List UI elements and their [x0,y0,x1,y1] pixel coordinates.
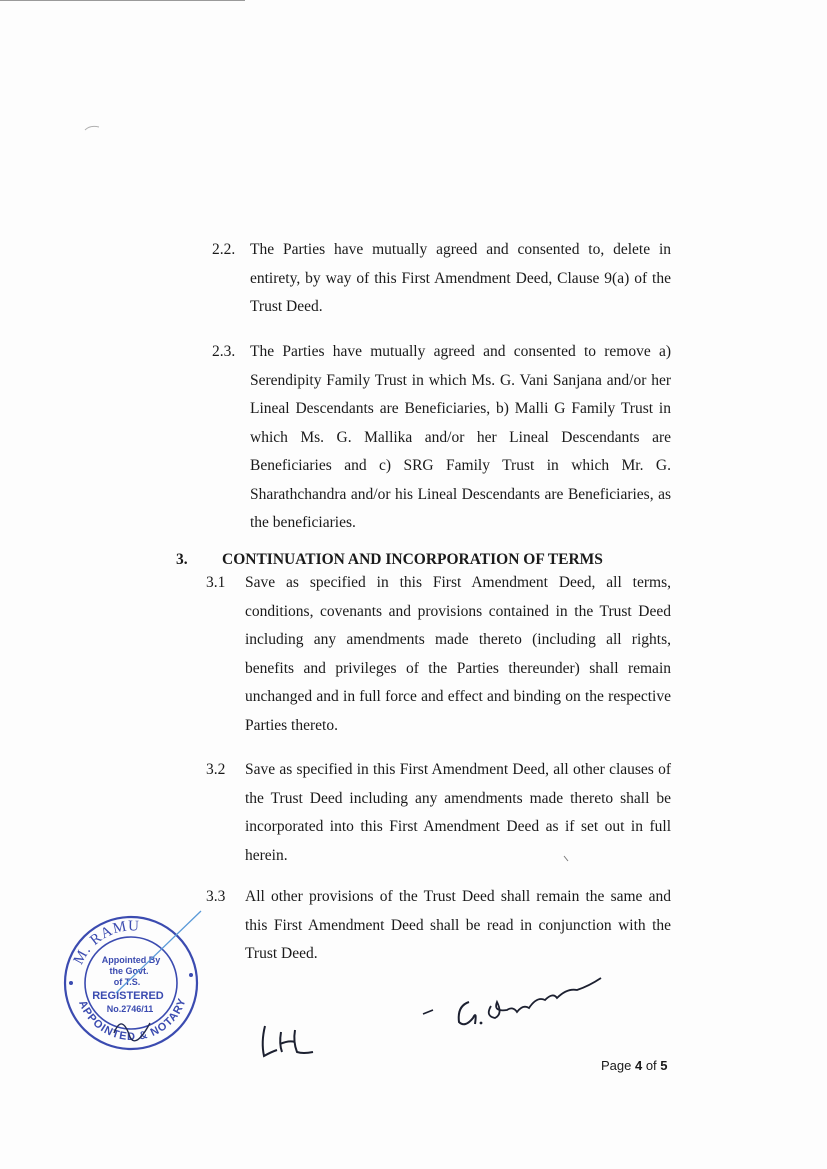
stamp-line-1: Appointed By [101,955,161,965]
stamp-line-2: the Govt. [109,966,149,976]
notary-stamp [56,905,206,1055]
clause-2-2-text: The Parties have mutually agreed and consented to, delete in entirety, by way of this First Amendment Deed, Clause 9(a) of the Trust Deed. [250,241,671,315]
signature-g-sharathchandra [417,966,607,1036]
clause-3-1-text: Save as specified in this First Amendment Deed, all terms, conditions, covenants and provisions contained in the Trust Deed including any amendments made thereto (including all rights, benefits and privileges of the Parties thereunder) shall remain unchanged and in full force and effect and binding on the respective Parties thereto. [245,574,671,734]
footer-prefix: Page [601,1058,635,1073]
clause-3-1-number: 3.1 [206,574,226,591]
footer-current-page: 4 [634,1058,643,1073]
section-3-number: 3. [176,551,188,568]
clause-3-2-text: Save as specified in this First Amendment Deed, all other clauses of the Trust Deed including any amendments made thereto shall be incorporated into this First Amendment Deed as if set out in full herein. [245,761,671,864]
clause-3-3-number: 3.3 [206,888,226,905]
pen-tick-mark [563,855,571,863]
section-3-title: CONTINUATION AND INCORPORATION OF TERMS [222,551,603,568]
section-3-heading [176,549,676,571]
clause-2-2-number: 2.2. [212,241,236,258]
clause-3-3-text: All other provisions of the Trust Deed shall remain the same and this First Amendment Deed shall be read in conjunction with the Trust Deed. [245,888,671,962]
footer-total-pages: 5 [660,1058,668,1073]
footer-of: of [642,1058,661,1073]
signature-initials [255,1012,325,1062]
clause-2-3-text: The Parties have mutually agreed and consented to remove a) Serendipity Family Trust in which Ms. G. Vani Sanjana and/or her Lineal Descendants are Beneficiaries, b) Malli G Family Trust in which Ms. G. Mallika and/or her Lineal Descendants are Beneficiaries and c) SRG Family Trust in which Mr. G. Sharathchandra and/or his Lineal Descendants are Beneficiaries, as the beneficiaries. [250,343,671,531]
scan-mark [84,125,100,131]
clause-2-3-number: 2.3. [212,343,236,360]
page-number-footer [601,1058,668,1073]
scan-edge-line [0,0,245,1]
stamp-name: M. RAMU [70,918,141,968]
clause-3-2-number: 3.2 [206,761,226,778]
stamp-registered: REGISTERED [92,990,164,1002]
stamp-reg-no: No.2746/11 [106,1004,154,1014]
stamp-line-3: of T.S. [113,977,141,987]
stamp-bottom-arc: APPOINTED & NOTARY [76,996,189,1044]
